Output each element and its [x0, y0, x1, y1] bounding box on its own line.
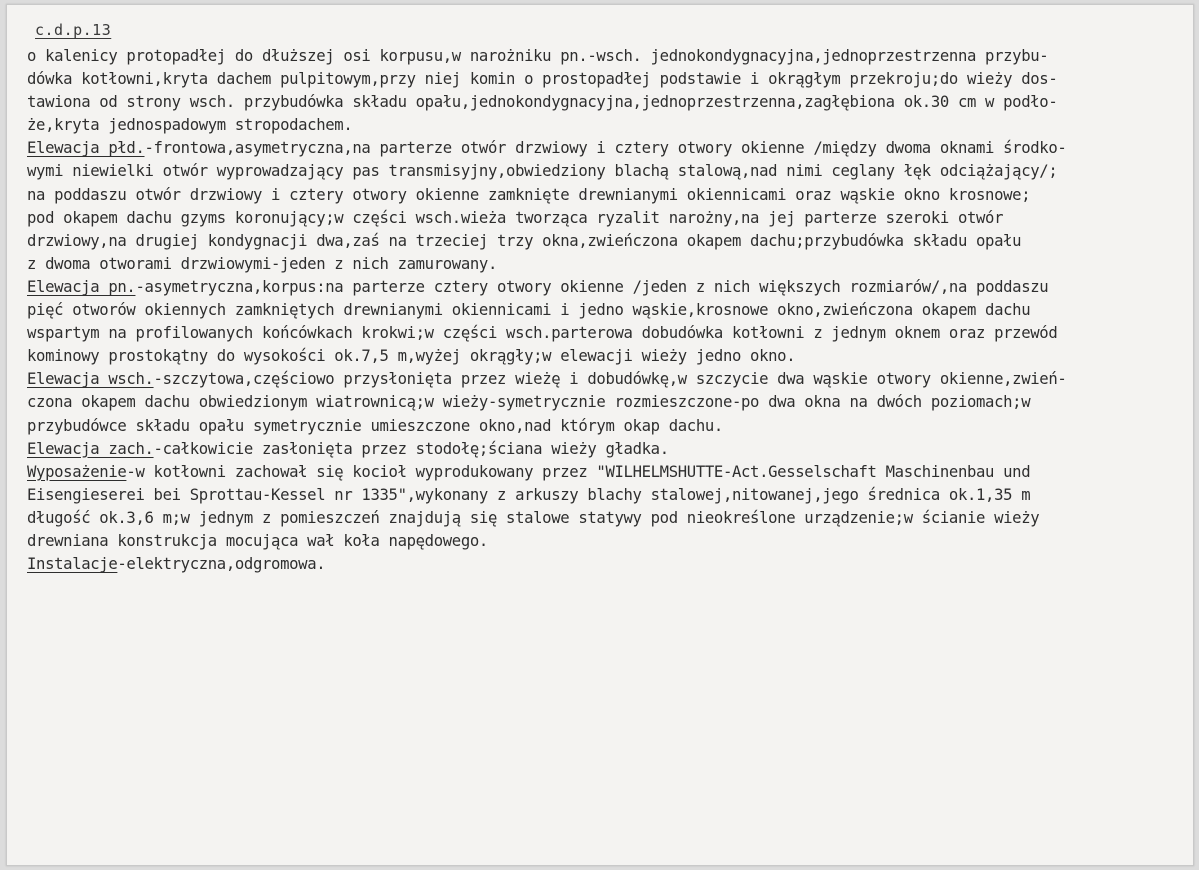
line-text: wspartym na profilowanych końcówkach krokwi;w części wsch.parterowa dobudówka kotłowni z jednym oknem oraz przewód — [27, 324, 1058, 343]
line-text: wymi niewielki otwór wyprowadzający pas transmisyjny,obwiedziony blachą stalową,nad nimi ceglany łęk odciążający/; — [27, 162, 1058, 181]
line-text: na poddaszu otwór drzwiowy i cztery otwory okienne zamknięte drewnianymi okiennicami oraz wąskie okno krosnowe; — [27, 185, 1031, 204]
document-page — [6, 4, 1194, 866]
page-number-header: c.d.p.13 — [35, 21, 112, 39]
text-line — [27, 322, 1189, 345]
text-line — [27, 391, 1189, 414]
line-text: pod okapem dachu gzyms koronujący;w części wsch.wieża tworząca ryzalit narożny,na jej parterze szeroki otwór — [27, 208, 1004, 227]
text-line — [27, 45, 1189, 68]
text-line — [27, 276, 1189, 299]
text-line — [27, 230, 1189, 253]
section-heading: Elewacja pn. — [27, 277, 136, 296]
section-heading: Elewacja płd. — [27, 139, 145, 158]
line-text: czona okapem dachu obwiedzionym wiatrownicą;w wieży-symetrycznie rozmieszczone-po dwa okna na dwóch poziomach;w — [27, 393, 1031, 412]
text-line — [27, 160, 1189, 183]
line-text: o kalenicy protopadłej do dłuższej osi korpusu,w narożniku pn.-wsch. jednokondygnacyjna,jednoprzestrzenna przybu- — [27, 47, 1049, 65]
document-body — [27, 45, 1189, 576]
section-heading: Elewacja wsch. — [27, 370, 154, 389]
section-heading: Wyposażenie — [27, 462, 127, 481]
text-line — [27, 137, 1189, 160]
line-text: z dwoma otworami drzwiowymi-jeden z nich zamurowany. — [27, 254, 497, 273]
line-text: drewniana konstrukcja mocująca wał koła napędowego. — [27, 531, 488, 550]
text-line — [27, 415, 1189, 438]
text-line — [27, 91, 1189, 114]
line-text: długość ok.3,6 m;w jednym z pomieszczeń znajdują się stalowe statywy pod nieokreślone urządzenie;w ścianie wieży — [27, 508, 1040, 527]
text-line — [27, 461, 1189, 484]
text-line — [27, 507, 1189, 530]
text-line — [27, 299, 1189, 322]
line-text: przybudówce składu opału symetrycznie umieszczone okno,nad którym okap dachu. — [27, 416, 723, 435]
line-text: -szczytowa,częściowo przysłonięta przez wieżę i dobudówkę,w szczycie dwa wąskie otwory okienne,zwień- — [153, 370, 1067, 389]
line-text: że,kryta jednospadowym stropodachem. — [27, 116, 353, 135]
line-text: dówka kotłowni,kryta dachem pulpitowym,przy niej komin o prostopadłej podstawie i okrągłym przekroju;do wieży dos- — [27, 70, 1058, 89]
line-text: drzwiowy,na drugiej kondygnacji dwa,zaś na trzeciej trzy okna,zwieńczona okapem dachu;przybudówka składu opału — [27, 231, 1022, 250]
text-line — [27, 68, 1189, 91]
text-line — [27, 253, 1189, 276]
section-heading: Instalacje — [27, 555, 118, 574]
line-text: kominowy prostokątny do wysokości ok.7,5 m,wyżej okrągły;w elewacji wieży jedno okno. — [27, 347, 796, 366]
text-line — [27, 207, 1189, 230]
text-line — [27, 553, 1189, 576]
text-line — [27, 345, 1189, 368]
line-text: -w kotłowni zachował się kocioł wyprodukowany przez "WILHELMSHUTTE-Act.Gesselschaft Maschinenbau und — [126, 462, 1031, 481]
text-line — [27, 438, 1189, 461]
text-line — [27, 484, 1189, 507]
text-line — [27, 184, 1189, 207]
line-text: tawiona od strony wsch. przybudówka składu opału,jednokondygnacyjna,jednoprzestrzenna,zagłębiona ok.30 cm w podło- — [27, 93, 1058, 112]
line-text: -asymetryczna,korpus:na parterze cztery otwory okienne /jeden z nich większych rozmiarów/,na poddaszu — [135, 277, 1049, 296]
section-heading: Elewacja zach. — [27, 439, 154, 458]
line-text: Eisengieserei bei Sprottau-Kessel nr 1335",wykonany z arkuszy blachy stalowej,nitowanej,jego średnica ok.1,35 m — [27, 485, 1031, 504]
line-text: -całkowicie zasłonięta przez stodołę;ściana wieży gładka. — [153, 439, 669, 458]
text-line — [27, 530, 1189, 553]
line-text: pięć otworów okiennych zamkniętych drewnianymi okiennicami i jedno wąskie,krosnowe okno,zwieńczona okapem dachu — [27, 301, 1031, 320]
text-line — [27, 114, 1189, 137]
line-text: -elektryczna,odgromowa. — [117, 555, 326, 574]
text-line — [27, 368, 1189, 391]
line-text: -frontowa,asymetryczna,na parterze otwór drzwiowy i cztery otwory okienne /między dwoma oknami środko- — [144, 139, 1067, 158]
